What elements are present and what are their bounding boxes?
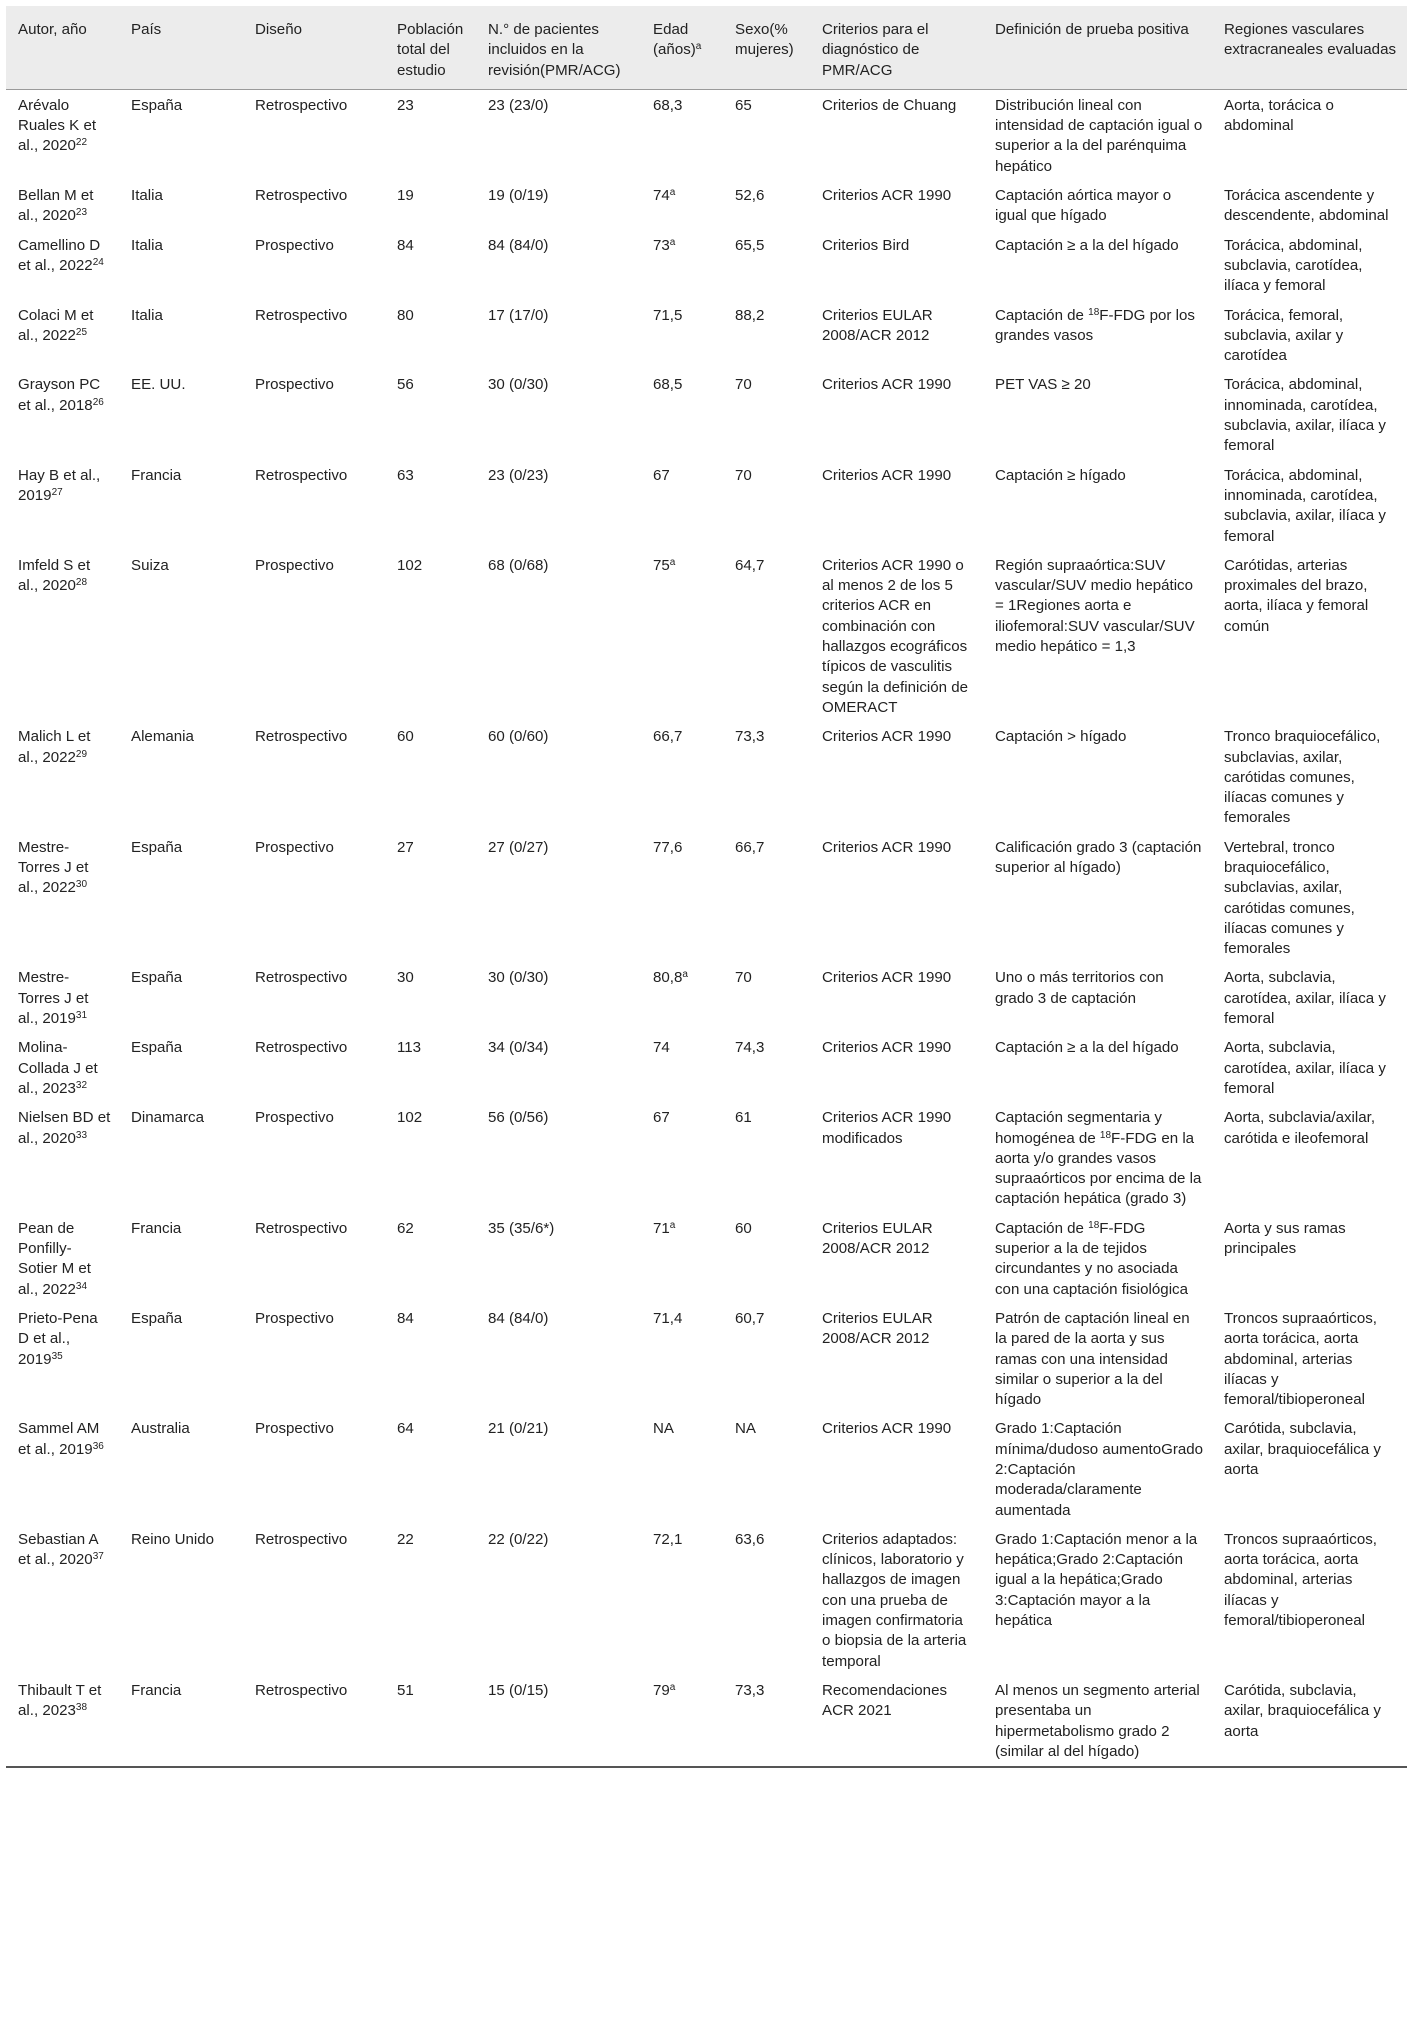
cell-criteria: Criterios EULAR 2008/ACR 2012 bbox=[822, 1219, 933, 1258]
cell-definition: Captación ≥ hígado bbox=[995, 466, 1126, 484]
cell-sex: 73,3 bbox=[723, 1675, 810, 1767]
cell-author: Prieto-Pena D et al., 2019$^{35}$ bbox=[18, 1309, 98, 1368]
header-definition: Definición de prueba positiva bbox=[983, 6, 1212, 89]
cell-design: Retrospectivo bbox=[243, 1675, 385, 1767]
cell-author: Hay B et al., 2019$^{27}$ bbox=[18, 466, 101, 504]
cell-age: 74$^a$ bbox=[653, 187, 676, 205]
cell-definition: Uno o más territorios con grado 3 de captación bbox=[995, 969, 1164, 1007]
header-author: Autor, año bbox=[6, 6, 119, 89]
cell-criteria: Criterios ACR 1990 bbox=[822, 187, 952, 205]
cell-patients: 30 (0/30) bbox=[488, 969, 549, 987]
cell-design: Retrospectivo bbox=[255, 1530, 348, 1548]
reference-number: 25 bbox=[75, 326, 88, 338]
cell-criteria: Criterios Bird bbox=[822, 236, 910, 254]
table-row bbox=[6, 721, 1407, 831]
cell-sex: 66,7 bbox=[735, 838, 765, 856]
cell-regions: Aorta y sus ramas principales bbox=[1224, 1219, 1346, 1258]
cell-regions: Vertebral, tronco braquiocefálico, subclavias, axilar, carótidas comunes, ilíacas comunes y femorales bbox=[1224, 838, 1355, 958]
cell-country: Suiza bbox=[131, 556, 169, 574]
reference-number: 36 bbox=[92, 1440, 104, 1452]
reference-number: 27 bbox=[51, 486, 63, 498]
cell-age: 68,5 bbox=[653, 376, 683, 394]
table-row bbox=[6, 460, 1407, 550]
cell-age: 77,6 bbox=[653, 838, 683, 856]
cell-criteria: Recomendaciones ACR 2021 bbox=[810, 1675, 983, 1767]
cell-author: Mestre-Torres J et al., 2019$^{31}$ bbox=[18, 969, 89, 1028]
cell-definition: Distribución lineal con intensidad de captación igual o superior a la del parénquima hepático bbox=[995, 96, 1203, 175]
cell-population: 102 bbox=[397, 556, 423, 574]
cell-regions: Torácica, abdominal, innominada, carotídea, subclavia, axilar, ilíaca y femoral bbox=[1224, 466, 1386, 545]
cell-sex: 52,6 bbox=[735, 187, 765, 205]
cell-design: Prospectivo bbox=[255, 838, 334, 856]
cell-design: Prospectivo bbox=[255, 236, 334, 254]
cell-age: 67 bbox=[653, 466, 670, 484]
table-row bbox=[6, 962, 1407, 1032]
cell-patients: 84 (84/0) bbox=[488, 1309, 549, 1327]
cell-population: 27 bbox=[397, 838, 414, 856]
cell-country: España bbox=[131, 1309, 183, 1327]
cell-author: Pean de Ponfilly-Sotier M et al., 2022$^{34}$ bbox=[18, 1219, 91, 1298]
cell-criteria: Criterios ACR 1990 bbox=[822, 466, 952, 484]
table-row bbox=[6, 832, 1407, 963]
cell-population: 22 bbox=[397, 1530, 414, 1548]
cell-design: Retrospectivo bbox=[255, 306, 348, 324]
cell-author: Imfeld S et al., 2020$^{28}$ bbox=[18, 556, 91, 595]
cell-country: Francia bbox=[131, 1219, 182, 1237]
header-sex: Sexo(% mujeres) bbox=[723, 6, 810, 89]
cell-regions: Tronco braquiocefálico, subclavias, axilar, carótidas comunes, ilíacas comunes y femorales bbox=[1224, 728, 1381, 827]
cell-patients: 27 (0/27) bbox=[488, 838, 549, 856]
cell-criteria: Criterios ACR 1990 modificados bbox=[822, 1109, 952, 1147]
cell-country: Dinamarca bbox=[131, 1109, 204, 1127]
cell-regions: Aorta, torácica o abdominal bbox=[1224, 96, 1334, 135]
cell-patients: 60 (0/60) bbox=[488, 728, 549, 746]
cell-patients: 68 (0/68) bbox=[488, 556, 549, 574]
cell-regions: Carótidas, arterias proximales del brazo, aorta, ilíaca y femoral común bbox=[1224, 556, 1369, 635]
cell-country: Francia bbox=[131, 466, 182, 484]
cell-author: Bellan M et al., 2020$^{23}$ bbox=[18, 187, 94, 225]
cell-patients: 19 (0/19) bbox=[488, 187, 549, 205]
cell-criteria: Criterios ACR 1990 bbox=[822, 969, 952, 987]
cell-definition: Captación segmentaria y homogénea de $^{18}$F-FDG en la aorta y/o grandes vasos supraaórticos por encima de la captación hepática (grado 3) bbox=[995, 1109, 1202, 1208]
cell-sex: 73,3 bbox=[735, 728, 765, 746]
cell-sex: 70 bbox=[735, 376, 752, 394]
cell-definition: Captación de $^{18}$F-FDG superior a la de tejidos circundantes y no asociada con una captación fisiológica bbox=[995, 1219, 1188, 1298]
cell-country: España bbox=[131, 96, 183, 114]
cell-author: Mestre-Torres J et al., 2022$^{30}$ bbox=[18, 838, 89, 897]
studies-table bbox=[6, 6, 1407, 1768]
cell-design: Retrospectivo bbox=[255, 1039, 348, 1057]
cell-patients: 35 (35/6*) bbox=[488, 1219, 555, 1237]
cell-country: España bbox=[131, 838, 183, 856]
cell-patients: 22 (0/22) bbox=[488, 1530, 549, 1548]
cell-design: Prospectivo bbox=[255, 1420, 334, 1438]
cell-criteria: Criterios EULAR 2008/ACR 2012 bbox=[822, 1309, 933, 1348]
cell-definition: PET VAS ≥ 20 bbox=[995, 376, 1091, 394]
cell-country: Francia bbox=[119, 1675, 243, 1767]
cell-criteria: Criterios EULAR 2008/ACR 2012 bbox=[822, 306, 933, 344]
cell-sex: 70 bbox=[735, 466, 752, 484]
reference-number: 23 bbox=[75, 207, 88, 219]
cell-patients: 23 (23/0) bbox=[488, 96, 549, 114]
cell-patients: 30 (0/30) bbox=[488, 376, 549, 394]
cell-patients: 84 (84/0) bbox=[488, 236, 549, 254]
cell-population: 113 bbox=[397, 1039, 422, 1057]
cell-patients: 56 (0/56) bbox=[488, 1109, 549, 1127]
cell-author: Sammel AM et al., 2019$^{36}$ bbox=[18, 1420, 104, 1458]
cell-design: Retrospectivo bbox=[255, 187, 348, 205]
cell-definition: Grado 1:Captación menor a la hepática;Grado 2:Captación igual a la hepática;Grado 3:Captación mayor a la hepática bbox=[995, 1530, 1198, 1630]
cell-regions: Torácica ascendente y descendente, abdominal bbox=[1224, 187, 1389, 225]
cell-age: 73$^a$ bbox=[653, 236, 676, 254]
cell-definition: Al menos un segmento arterial presentaba un hipermetabolismo grado 2 (similar al del hígado) bbox=[983, 1675, 1212, 1767]
cell-population: 64 bbox=[397, 1420, 414, 1438]
table-row bbox=[6, 1675, 1407, 1767]
cell-patients: 23 (0/23) bbox=[488, 466, 549, 484]
table-row bbox=[6, 1213, 1407, 1303]
cell-population: 80 bbox=[397, 306, 414, 324]
cell-patients: 17 (17/0) bbox=[488, 306, 549, 324]
table-body bbox=[6, 89, 1407, 1767]
cell-criteria: Criterios ACR 1990 bbox=[822, 376, 952, 394]
cell-country: EE. UU. bbox=[131, 376, 186, 394]
cell-country: España bbox=[131, 969, 183, 987]
cell-regions: Troncos supraaórticos, aorta torácica, aorta abdominal, arterias ilíacas y femoral/tibioperoneal bbox=[1224, 1309, 1377, 1409]
cell-age: 68,3 bbox=[653, 96, 683, 114]
cell-sex: 63,6 bbox=[735, 1530, 765, 1548]
header-criteria: Criterios para el diagnóstico de PMR/ACG bbox=[810, 6, 983, 89]
cell-sex: 61 bbox=[735, 1109, 752, 1127]
header-regions: Regiones vasculares extracraneales evaluadas bbox=[1212, 6, 1407, 89]
table-row bbox=[6, 1524, 1407, 1675]
cell-regions: Torácica, abdominal, subclavia, carotídea, ilíaca y femoral bbox=[1224, 236, 1363, 295]
cell-design: Prospectivo bbox=[255, 1109, 334, 1127]
cell-sex: NA bbox=[735, 1420, 756, 1438]
reference-number: 37 bbox=[92, 1551, 104, 1563]
cell-design: Prospectivo bbox=[255, 556, 334, 574]
reference-number: 26 bbox=[92, 396, 104, 408]
cell-sex: 65 bbox=[735, 96, 752, 114]
cell-author: Molina-Collada J et al., 2023$^{32}$ bbox=[18, 1039, 98, 1097]
cell-country: España bbox=[131, 1039, 183, 1057]
reference-number: 31 bbox=[75, 1010, 88, 1022]
cell-patients: 34 (0/34) bbox=[488, 1039, 549, 1057]
cell-criteria: Criterios ACR 1990 bbox=[822, 728, 952, 746]
cell-population: 56 bbox=[397, 376, 414, 394]
table-row bbox=[6, 230, 1407, 300]
reference-number: 22 bbox=[75, 137, 88, 149]
cell-criteria: Criterios ACR 1990 o al menos 2 de los 5 criterios ACR en combinación con hallazgos ecográficos típicos de vasculitis según la definición de OMERACT bbox=[822, 556, 969, 716]
header-age: Edad (años)$^a$ bbox=[641, 6, 723, 89]
cell-age: 71,4 bbox=[653, 1309, 683, 1327]
cell-definition: Región supraaórtica:SUV vascular/SUV medio hepático = 1Regiones aorta e iliofemoral:SUV vascular/SUV medio hepático = 1,3 bbox=[995, 556, 1195, 656]
cell-country: Alemania bbox=[131, 728, 194, 746]
cell-design: Retrospectivo bbox=[255, 466, 348, 484]
cell-population: 84 bbox=[397, 1309, 414, 1327]
cell-patients: 21 (0/21) bbox=[488, 1420, 549, 1438]
cell-age: 80,8$^a$ bbox=[653, 969, 688, 987]
cell-sex: 70 bbox=[735, 969, 752, 987]
cell-author: Nielsen BD et al., 2020$^{33}$ bbox=[18, 1109, 111, 1147]
cell-country: Italia bbox=[131, 306, 163, 324]
cell-country: Reino Unido bbox=[131, 1530, 215, 1548]
table-row bbox=[6, 89, 1407, 180]
cell-criteria: Criterios de Chuang bbox=[822, 96, 957, 114]
cell-regions: Carótida, subclavia, axilar, braquiocefálica y aorta bbox=[1224, 1420, 1381, 1478]
cell-age: 75$^a$ bbox=[653, 556, 676, 574]
cell-author: Colaci M et al., 2022$^{25}$ bbox=[18, 306, 94, 344]
cell-country: Italia bbox=[131, 236, 163, 254]
cell-criteria: Criterios ACR 1990 bbox=[822, 1039, 952, 1057]
cell-sex: 74,3 bbox=[735, 1039, 765, 1057]
reference-number: 28 bbox=[75, 577, 88, 589]
table-row bbox=[6, 1303, 1407, 1413]
cell-population: 60 bbox=[397, 728, 414, 746]
table-row bbox=[6, 180, 1407, 230]
cell-author: Arévalo Ruales K et al., 2020$^{22}$ bbox=[18, 96, 97, 155]
cell-age: 74 bbox=[653, 1039, 670, 1057]
cell-sex: 60,7 bbox=[735, 1309, 765, 1327]
cell-author: Malich L et al., 2022$^{29}$ bbox=[18, 728, 91, 766]
cell-regions: Troncos supraaórticos, aorta torácica, aorta abdominal, arterias ilíacas y femoral/tibioperoneal bbox=[1224, 1530, 1377, 1630]
cell-patients: 15 (0/15) bbox=[476, 1675, 641, 1767]
cell-author: Sebastian A et al., 2020$^{37}$ bbox=[18, 1530, 104, 1569]
cell-population: 62 bbox=[397, 1219, 414, 1237]
cell-country: Australia bbox=[131, 1420, 190, 1438]
cell-regions: Torácica, femoral, subclavia, axilar y carotídea bbox=[1224, 306, 1344, 365]
table-header-row bbox=[6, 6, 1407, 89]
table-row bbox=[6, 1032, 1407, 1102]
cell-age: 79$^a$ bbox=[641, 1675, 723, 1767]
header-population: Población total del estudio bbox=[385, 6, 476, 89]
cell-sex: 88,2 bbox=[735, 306, 765, 324]
cell-author: Thibault T et al., 2023$^{38}$ bbox=[6, 1675, 119, 1767]
cell-author: Grayson PC et al., 2018$^{26}$ bbox=[18, 376, 104, 414]
header-design: Diseño bbox=[243, 6, 385, 89]
cell-design: Retrospectivo bbox=[255, 969, 348, 987]
cell-age: 67 bbox=[653, 1109, 670, 1127]
cell-definition: Grado 1:Captación mínima/dudoso aumentoGrado 2:Captación moderada/claramente aumentada bbox=[995, 1420, 1204, 1519]
cell-age: 66,7 bbox=[653, 728, 683, 746]
cell-population: 63 bbox=[397, 466, 414, 484]
table-row bbox=[6, 1102, 1407, 1212]
reference-number: 24 bbox=[92, 256, 104, 268]
cell-sex: 65,5 bbox=[735, 236, 765, 254]
reference-number: 34 bbox=[75, 1280, 88, 1292]
table-row bbox=[6, 550, 1407, 721]
cell-definition: Captación aórtica mayor o igual que hígado bbox=[995, 187, 1172, 225]
cell-country: Italia bbox=[131, 187, 163, 205]
cell-definition: Patrón de captación lineal en la pared de la aorta y sus ramas con una intensidad similar o superior a la del hígado bbox=[995, 1309, 1190, 1409]
cell-author: Camellino D et al., 2022$^{24}$ bbox=[18, 236, 104, 274]
cell-age: NA bbox=[653, 1420, 674, 1438]
table-row bbox=[6, 300, 1407, 370]
cell-regions: Aorta, subclavia, carotídea, axilar, ilíaca y femoral bbox=[1224, 969, 1386, 1028]
cell-design: Retrospectivo bbox=[255, 728, 348, 746]
reference-number: 32 bbox=[75, 1079, 88, 1091]
cell-sex: 60 bbox=[735, 1219, 752, 1237]
cell-design: Retrospectivo bbox=[255, 96, 348, 114]
cell-age: 71,5 bbox=[653, 306, 683, 324]
cell-age: 71$^a$ bbox=[653, 1219, 676, 1237]
table-row bbox=[6, 1413, 1407, 1523]
cell-regions: Aorta, subclavia/axilar, carótida e ileofemoral bbox=[1224, 1109, 1376, 1147]
cell-population: 84 bbox=[397, 236, 414, 254]
cell-sex: 64,7 bbox=[735, 556, 765, 574]
cell-criteria: Criterios adaptados: clínicos, laboratorio y hallazgos de imagen con una prueba de imagen confirmatoria o biopsia de la arteria temporal bbox=[822, 1530, 967, 1670]
header-patients: N.° de pacientes incluidos en la revisión(PMR/ACG) bbox=[476, 6, 641, 89]
reference-number: 29 bbox=[75, 748, 88, 760]
cell-population: 30 bbox=[397, 969, 414, 987]
cell-design: Retrospectivo bbox=[255, 1219, 348, 1237]
reference-number: 35 bbox=[51, 1350, 63, 1362]
cell-definition: Captación de $^{18}$F-FDG por los grandes vasos bbox=[995, 306, 1195, 344]
cell-population: 102 bbox=[397, 1109, 423, 1127]
cell-regions: Carótida, subclavia, axilar, braquiocefálica y aorta bbox=[1212, 1675, 1407, 1767]
cell-age: 72,1 bbox=[653, 1530, 683, 1548]
cell-definition: Captación > hígado bbox=[995, 728, 1127, 746]
cell-definition: Captación ≥ a la del hígado bbox=[995, 236, 1179, 254]
table-row bbox=[6, 369, 1407, 459]
cell-design: Prospectivo bbox=[255, 1309, 334, 1327]
cell-population: 19 bbox=[397, 187, 414, 205]
reference-number: 38 bbox=[75, 1702, 88, 1714]
cell-population: 51 bbox=[385, 1675, 476, 1767]
cell-definition: Calificación grado 3 (captación superior al hígado) bbox=[995, 838, 1202, 876]
cell-design: Prospectivo bbox=[255, 376, 334, 394]
reference-number: 30 bbox=[75, 879, 88, 891]
reference-number: 33 bbox=[75, 1129, 88, 1141]
cell-regions: Aorta, subclavia, carotídea, axilar, ilíaca y femoral bbox=[1224, 1039, 1386, 1097]
cell-population: 23 bbox=[397, 96, 414, 114]
cell-criteria: Criterios ACR 1990 bbox=[822, 838, 952, 856]
cell-definition: Captación ≥ a la del hígado bbox=[995, 1039, 1179, 1057]
cell-criteria: Criterios ACR 1990 bbox=[822, 1420, 952, 1438]
header-country: País bbox=[119, 6, 243, 89]
cell-regions: Torácica, abdominal, innominada, carotídea, subclavia, axilar, ilíaca y femoral bbox=[1224, 376, 1386, 455]
